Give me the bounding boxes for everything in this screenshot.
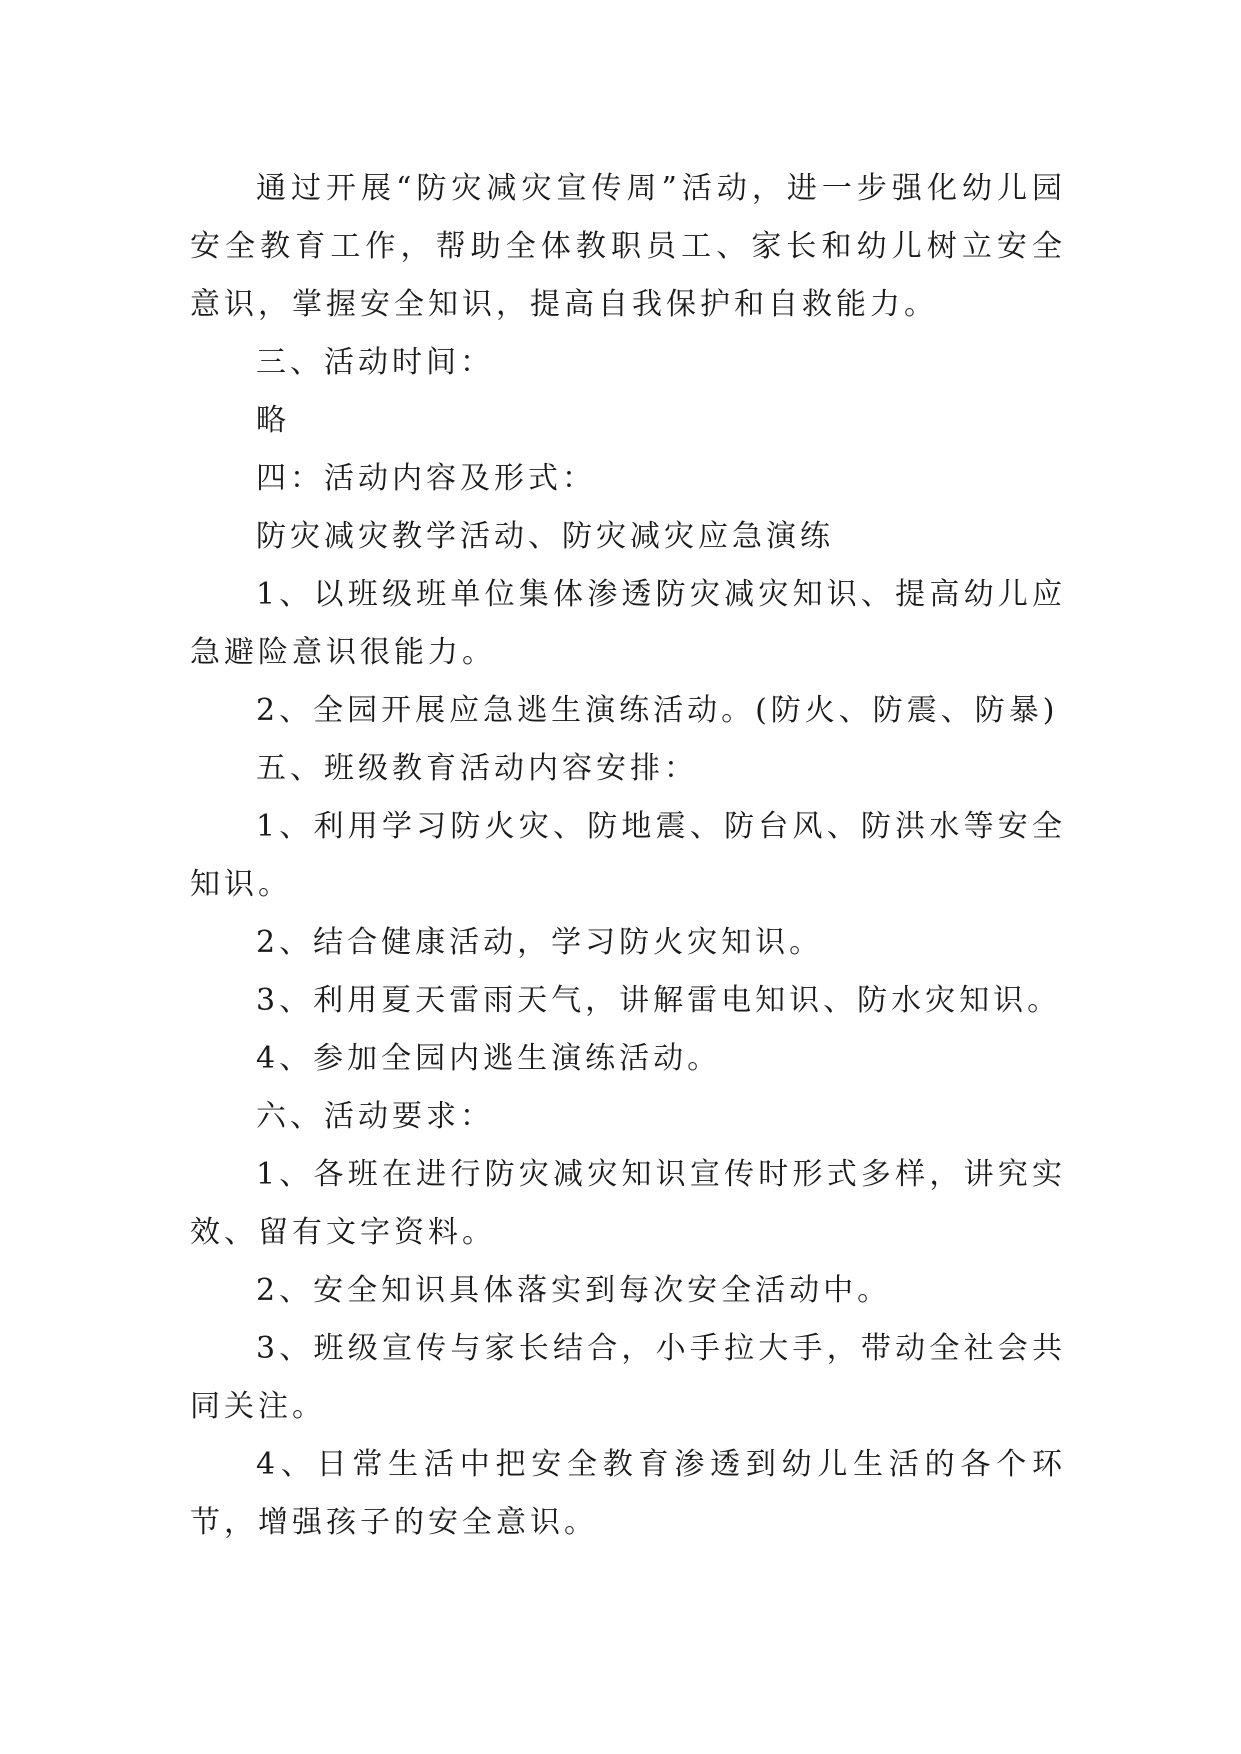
- list-item-arrangement-3: 3、利用夏天雷雨天气，讲解雷电知识、防水灾知识。: [256, 983, 1062, 1018]
- list-item-arrangement-2: 2、结合健康活动，学习防火灾知识。: [256, 925, 824, 960]
- heading-activity-time: 三、活动时间：: [256, 345, 494, 380]
- list-item-arrangement-1: 1、利用学习防火灾、防地震、防台风、防洪水等安全知识。: [190, 809, 1066, 902]
- list-item-content-2: 2、全园开展应急逃生演练活动。(防火、防震、防暴): [256, 693, 1059, 728]
- heading-activity-content: 四：活动内容及形式：: [256, 461, 596, 496]
- heading-requirements: 六、活动要求：: [256, 1099, 494, 1134]
- list-item-requirement-1: 1、各班在进行防灾减灾知识宣传时形式多样，讲究实效、留有文字资料。: [190, 1157, 1066, 1250]
- paragraph-intro: 通过开展“防灾减灾宣传周”活动，进一步强化幼儿园安全教育工作，帮助全体教职员工、家长和幼儿树立安全意识，掌握安全知识，提高自我保护和自救能力。: [190, 171, 1066, 322]
- document-body: [190, 160, 1066, 1552]
- paragraph-activity-time: 略: [256, 403, 290, 438]
- heading-class-arrangement: 五、班级教育活动内容安排：: [256, 751, 698, 786]
- list-item-arrangement-4: 4、参加全园内逃生演练活动。: [256, 1041, 722, 1076]
- list-item-requirement-4: 4、日常生活中把安全教育渗透到幼儿生活的各个环节，增强孩子的安全意识。: [190, 1447, 1066, 1540]
- list-item-requirement-3: 3、班级宣传与家长结合，小手拉大手，带动全社会共同关注。: [190, 1331, 1066, 1424]
- list-item-content-1: 1、以班级班单位集体渗透防灾减灾知识、提高幼儿应急避险意识很能力。: [190, 577, 1066, 670]
- paragraph-activity-content: 防灾减灾教学活动、防灾减灾应急演练: [256, 519, 834, 554]
- list-item-requirement-2: 2、安全知识具体落实到每次安全活动中。: [256, 1273, 892, 1308]
